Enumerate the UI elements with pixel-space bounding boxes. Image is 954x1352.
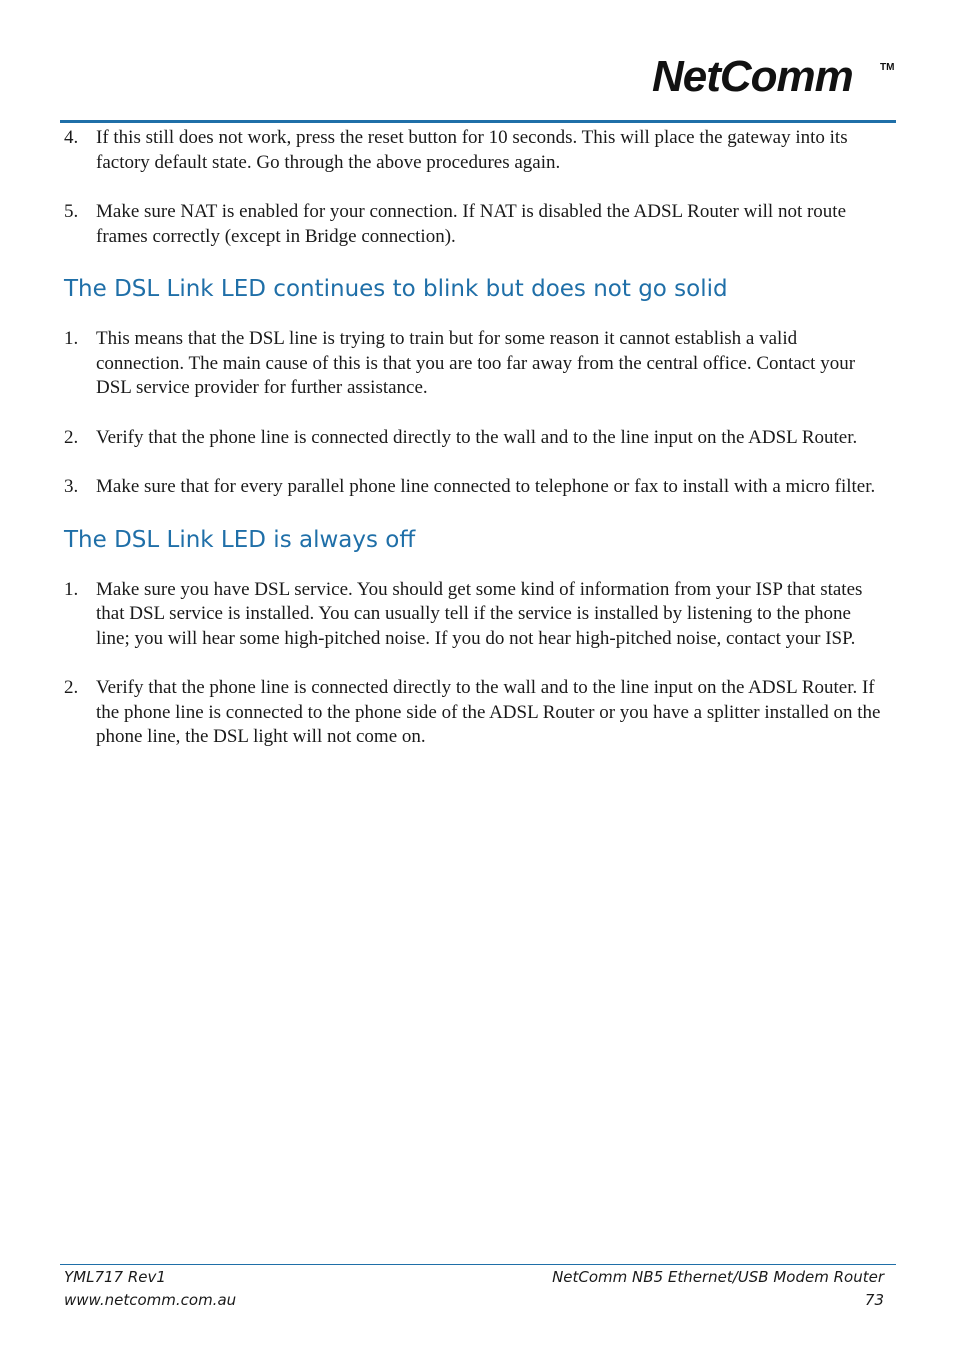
section-heading-blink: The DSL Link LED continues to blink but does not go solid	[64, 276, 728, 302]
list-number: 2.	[64, 677, 79, 698]
footer-right	[552, 1266, 884, 1312]
page-content	[64, 126, 884, 750]
list-item	[64, 475, 884, 500]
list-text: Make sure NAT is enabled for your connection. If NAT is disabled the ADSL Router will not route frames correctly (except in Bridge connection).	[96, 201, 847, 247]
list-item	[64, 578, 884, 652]
list-text: Make sure that for every parallel phone line connected to telephone or fax to install with a micro filter.	[96, 476, 876, 497]
list-number: 2.	[64, 426, 79, 448]
header-rule	[60, 120, 896, 123]
netcomm-logo	[652, 52, 895, 101]
list-text: If this still does not work, press the reset button for 10 seconds. This will place the gateway into its factory default state. Go through the above procedures again.	[96, 127, 848, 173]
list-item	[64, 676, 884, 750]
list-number: 3.	[64, 476, 79, 497]
list-item	[64, 126, 884, 175]
list-text: Make sure you have DSL service. You should get some kind of information from your ISP that states that DSL service is installed. You can usually tell if the service is installed by listening to the phone line; you will hear some high-pitched noise. If you do not hear high-pitched noise, contact your ISP.	[96, 578, 863, 649]
trademark-mark: TM	[880, 62, 895, 73]
page-number: 73	[864, 1291, 884, 1309]
list-number: 5.	[64, 201, 79, 222]
list-number: 4.	[64, 127, 79, 148]
footer-rule	[60, 1264, 896, 1265]
list-item	[64, 426, 884, 451]
product-name: NetComm NB5 Ethernet/USB Modem Router	[552, 1268, 884, 1286]
list-item	[64, 327, 884, 401]
footer-left	[64, 1266, 236, 1312]
list-number: 1.	[64, 578, 79, 600]
list-item	[64, 200, 884, 249]
logo-text: NetComm	[652, 52, 853, 101]
list-text: Verify that the phone line is connected directly to the wall and to the line input on the ADSL Router. If the phone line is connected to the phone side of the ADSL Router or you have a splitter installed on the phone line, the DSL light will not come on.	[96, 677, 881, 747]
list-number: 1.	[64, 328, 79, 349]
section-heading-off: The DSL Link LED is always off	[64, 526, 416, 553]
list-text: This means that the DSL line is trying to train but for some reason it cannot establish a valid connection. The main cause of this is that you are too far away from the central office. Contact your DSL service provider for further assistance.	[96, 328, 856, 398]
doc-code: YML717 Rev1	[64, 1268, 166, 1286]
list-text: Verify that the phone line is connected directly to the wall and to the line input on the ADSL Router.	[96, 426, 858, 448]
website: www.netcomm.com.au	[64, 1291, 237, 1309]
